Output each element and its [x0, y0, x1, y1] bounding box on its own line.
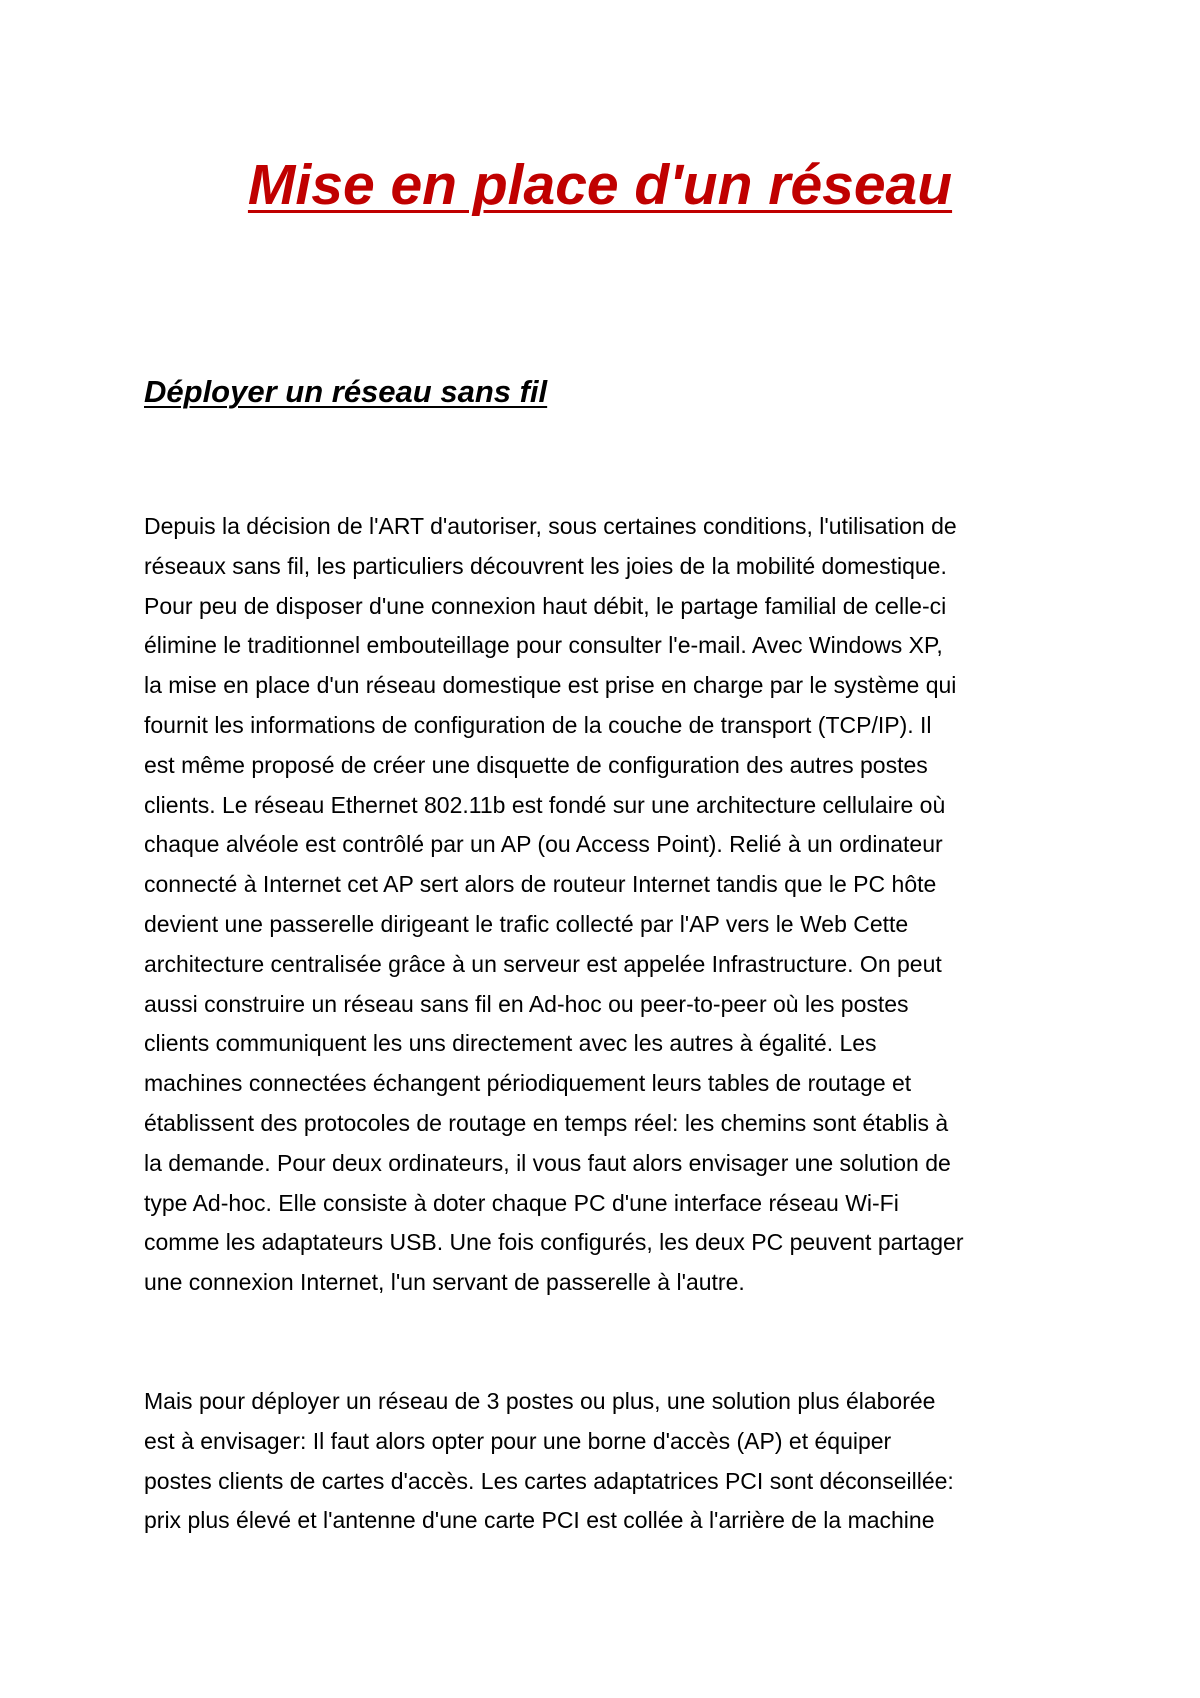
paragraph-line: élimine le traditionnel embouteillage pour consulter l'e-mail. Avec Windows XP,: [144, 632, 943, 659]
paragraph-line: une connexion Internet, l'un servant de passerelle à l'autre.: [144, 1269, 745, 1296]
paragraph-line: la demande. Pour deux ordinateurs, il vous faut alors envisager une solution de: [144, 1149, 951, 1176]
paragraph-line: est à envisager: Il faut alors opter pour une borne d'accès (AP) et équiper: [144, 1427, 892, 1454]
paragraph-line: la mise en place d'un réseau domestique est prise en charge par le système qui: [144, 672, 957, 699]
paragraph-line: postes clients de cartes d'accès. Les cartes adaptatrices PCI sont déconseillée:: [144, 1467, 954, 1494]
paragraph-line: est même proposé de créer une disquette de configuration des autres postes: [144, 751, 928, 778]
paragraph-line: clients communiquent les uns directement avec les autres à égalité. Les: [144, 1030, 877, 1057]
paragraph-line: Depuis la décision de l'ART d'autoriser, sous certaines conditions, l'utilisation de: [144, 513, 957, 539]
section-heading: Déployer un réseau sans fil: [144, 374, 548, 409]
paragraph-line: prix plus élevé et l'antenne d'une carte PCI est collée à l'arrière de la machine: [144, 1507, 935, 1534]
paragraph-line: architecture centralisée grâce à un serveur est appelée Infrastructure. On peut: [144, 950, 942, 977]
paragraph-line: réseaux sans fil, les particuliers découvrent les joies de la mobilité domestique.: [144, 552, 947, 579]
paragraph-line: fournit les informations de configuration de la couche de transport (TCP/IP). Il: [144, 711, 932, 738]
paragraph-line: clients. Le réseau Ethernet 802.11b est fondé sur une architecture cellulaire où: [144, 791, 946, 818]
paragraph-line: aussi construire un réseau sans fil en Ad-hoc ou peer-to-peer où les postes: [144, 990, 909, 1017]
paragraph-line: machines connectées échangent périodiquement leurs tables de routage et: [144, 1070, 912, 1097]
body-paragraph-2: [144, 1382, 1084, 1541]
page-title: Mise en place d'un réseau: [247, 153, 953, 217]
paragraph-line: établissent des protocoles de routage en temps réel: les chemins sont établis à: [144, 1109, 949, 1136]
paragraph-line: Mais pour déployer un réseau de 3 postes ou plus, une solution plus élaborée: [144, 1388, 936, 1414]
paragraph-line: comme les adaptateurs USB. Une fois configurés, les deux PC peuvent partager: [144, 1229, 964, 1256]
paragraph-line: chaque alvéole est contrôlé par un AP (ou Access Point). Relié à un ordinateur: [144, 831, 943, 858]
paragraph-line: connecté à Internet cet AP sert alors de routeur Internet tandis que le PC hôte: [144, 871, 937, 898]
paragraph-line: type Ad-hoc. Elle consiste à doter chaque PC d'une interface réseau Wi-Fi: [144, 1189, 899, 1216]
paragraph-line: Pour peu de disposer d'une connexion haut débit, le partage familial de celle-ci: [144, 592, 947, 619]
paragraph-line: devient une passerelle dirigeant le trafic collecté par l'AP vers le Web Cette: [144, 910, 909, 937]
body-paragraph-1: [144, 507, 1084, 1303]
